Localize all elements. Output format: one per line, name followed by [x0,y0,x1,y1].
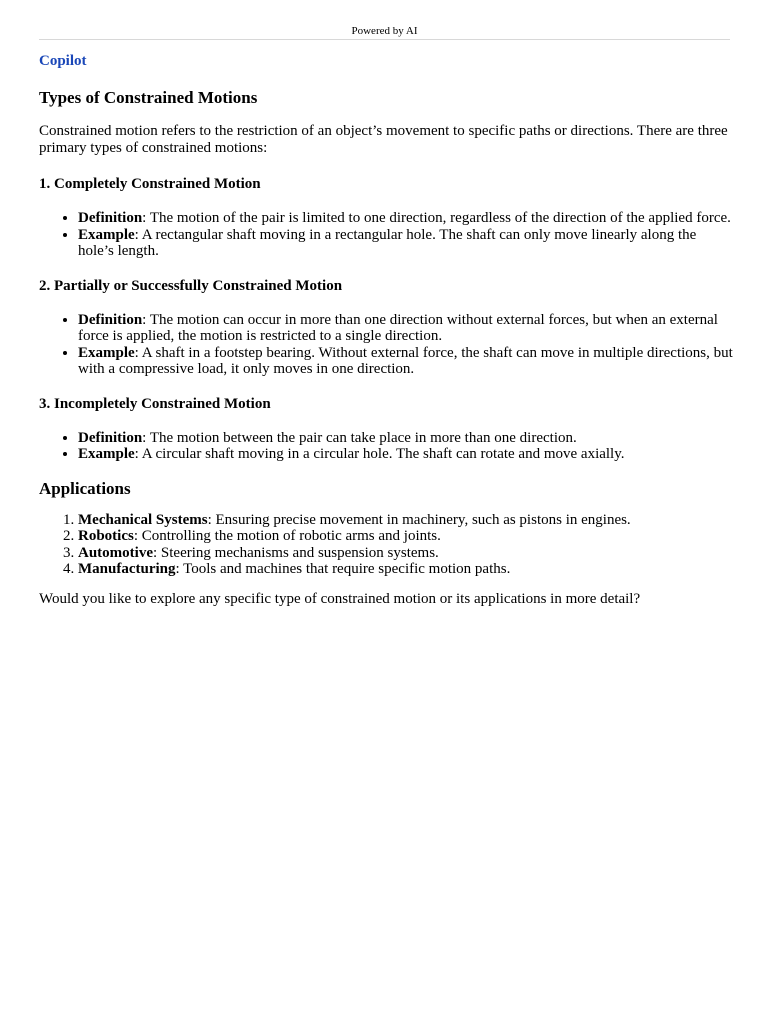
list-item-term: Robotics [78,528,134,544]
list-item-term: Definition [78,210,143,226]
list-item-term: Example [78,446,135,462]
list-item [78,512,733,529]
section-list-completely-constrained [39,210,733,260]
section-list-incompletely-constrained [39,430,733,463]
powered-by-label: Powered by AI [351,25,418,37]
list-item-term: Mechanical Systems [78,511,208,528]
list-item-text: : A shaft in a footstep bearing. Without external force, the shaft can move in multiple directions, but with a compressive load, it only moves in one direction. [78,344,733,377]
list-item-text: : A rectangular shaft moving in a rectangular hole. The shaft can only move linearly along the hole’s length. [78,226,697,259]
section-heading-incompletely-constrained: 3. Incompletely Constrained Motion [39,395,271,412]
list-item-text: : Tools and machines that require specific motion paths. [175,561,511,577]
section-heading-completely-constrained: 1. Completely Constrained Motion [39,176,261,192]
list-item-term: Example [78,344,135,361]
response-content [39,52,733,607]
section-heading-partially-constrained: 2. Partially or Successfully Constrained Motion [39,277,343,294]
list-item-text: : Steering mechanisms and suspension systems. [153,544,439,561]
list-item-term: Definition [78,311,143,328]
list-item-text: : The motion can occur in more than one direction without external forces, but when an external force is applied, the motion is restricted to a single direction. [78,311,718,344]
list-item [78,345,733,378]
list-item-text: : Controlling the motion of robotic arms and joints. [133,528,441,544]
list-item [78,446,733,463]
list-item-text: : A circular shaft moving in a circular hole. The shaft can rotate and move axially. [134,446,625,462]
list-item-term: Definition [78,429,143,446]
list-item-text: : The motion of the pair is limited to one direction, regardless of the direction of the applied force. [142,210,731,226]
list-item-term: Manufacturing [78,561,176,577]
section-list-partially-constrained [39,312,733,378]
list-item [78,430,733,447]
applications-heading: Applications [39,478,131,498]
copilot-link[interactable]: Copilot [39,53,87,69]
closing-question: Would you like to explore any specific type of constrained motion or its applications in more detail? [39,590,641,607]
list-item [78,561,733,578]
page-title: Types of Constrained Motions [39,88,258,107]
list-item [78,210,733,227]
list-item [78,227,733,260]
page-header [39,24,730,40]
list-item-term: Example [78,226,135,243]
list-item [78,312,733,345]
list-item [78,545,733,562]
list-item-text: : Ensuring precise movement in machinery, such as pistons in engines. [207,511,631,528]
list-item-text: : The motion between the pair can take place in more than one direction. [142,429,577,446]
applications-list [39,512,733,578]
list-item [78,528,733,545]
intro-paragraph: Constrained motion refers to the restriction of an object’s movement to specific paths or directions. There are three primary types of constrained motions: [39,123,728,156]
list-item-term: Automotive [78,544,153,561]
